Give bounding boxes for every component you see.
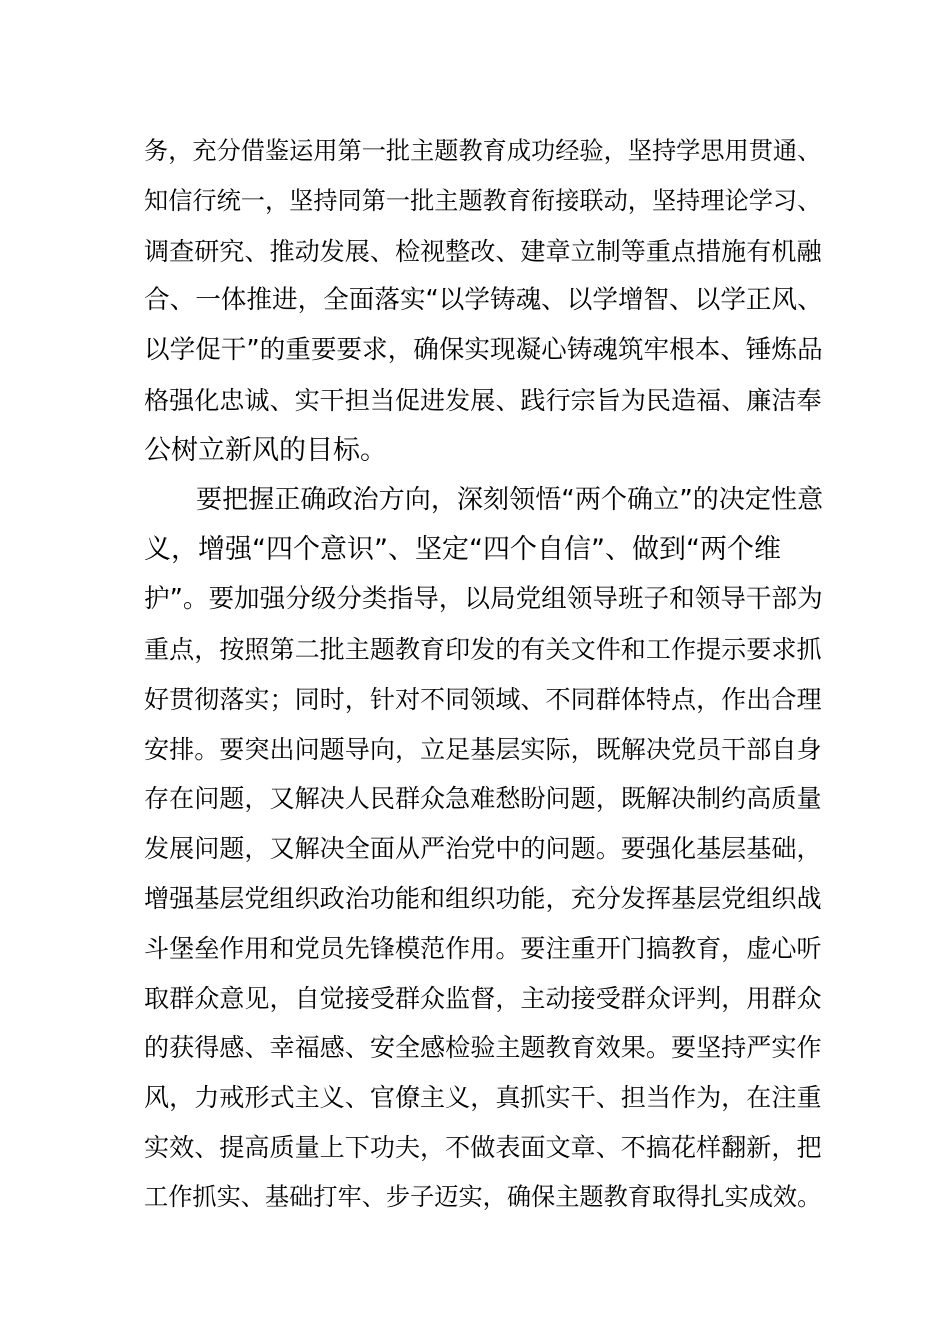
text-line: 公树立新风的目标。: [144, 434, 387, 466]
text-line: 格强化忠诚、实干担当促进发展、践行宗旨为民造福、廉洁奉: [144, 385, 822, 415]
text-line: 斗堡垒作用和党员先锋模范作用。要注重开门搞教育，虚心听: [144, 933, 822, 963]
text-line: 务，充分借鉴运用第一批主题教育成功经验，坚持学思用贯通、: [144, 137, 822, 165]
text-line: 重点，按照第二批主题教育印发的有关文件和工作提示要求抓: [144, 634, 822, 664]
text-line: 风，力戒形式主义、官僚主义，真抓实干、担当作为，在注重: [144, 1083, 822, 1113]
paragraph-1: [144, 127, 824, 476]
text-line: 合、一体推进，全面落实“以学铸魂、以学增智、以学正风、: [144, 285, 823, 316]
text-line: 义，增强“四个意识”、坚定“四个自信”、做到“两个维: [144, 534, 781, 566]
text-line: 发展问题，又解决全面从严治党中的问题。要强化基层基础，: [144, 834, 822, 864]
text-line: 存在问题，又解决人民群众急难愁盼问题，既解决制约高质量: [144, 784, 822, 814]
text-line: 调查研究、推动发展、检视整改、建章立制等重点措施有机融: [144, 236, 822, 266]
text-line: 要把握正确政治方向，深刻领悟“两个确立”的决定性意: [196, 484, 824, 515]
text-line: 安排。要突出问题导向，立足基层实际，既解决党员干部自身: [144, 734, 822, 764]
text-line: 取群众意见，自觉接受群众监督，主动接受群众评判，用群众: [144, 983, 822, 1013]
text-line: 实效、提高质量上下功夫，不做表面文章、不搞花样翻新，把: [144, 1132, 822, 1162]
text-line: 增强基层党组织政治功能和组织功能，充分发挥基层党组织战: [144, 883, 822, 913]
text-line: 护”。要加强分级分类指导，以局党组领导班子和领导干部为: [144, 584, 823, 615]
text-line: 以学促干”的重要要求，确保实现凝心铸魂筑牢根本、锤炼品: [144, 335, 823, 366]
text-line: 知信行统一，坚持同第一批主题教育衔接联动，坚持理论学习、: [144, 186, 822, 215]
body-text: [144, 127, 824, 1223]
paragraph-2: [144, 476, 824, 1223]
text-line: 的获得感、幸福感、安全感检验主题教育效果。要坚持严实作: [144, 1033, 822, 1063]
text-line: 工作抓实、基础打牢、步子迈实，确保主题教育取得扎实成效。: [144, 1182, 822, 1211]
text-line: 好贯彻落实；同时，针对不同领域、不同群体特点，作出合理: [144, 684, 822, 714]
